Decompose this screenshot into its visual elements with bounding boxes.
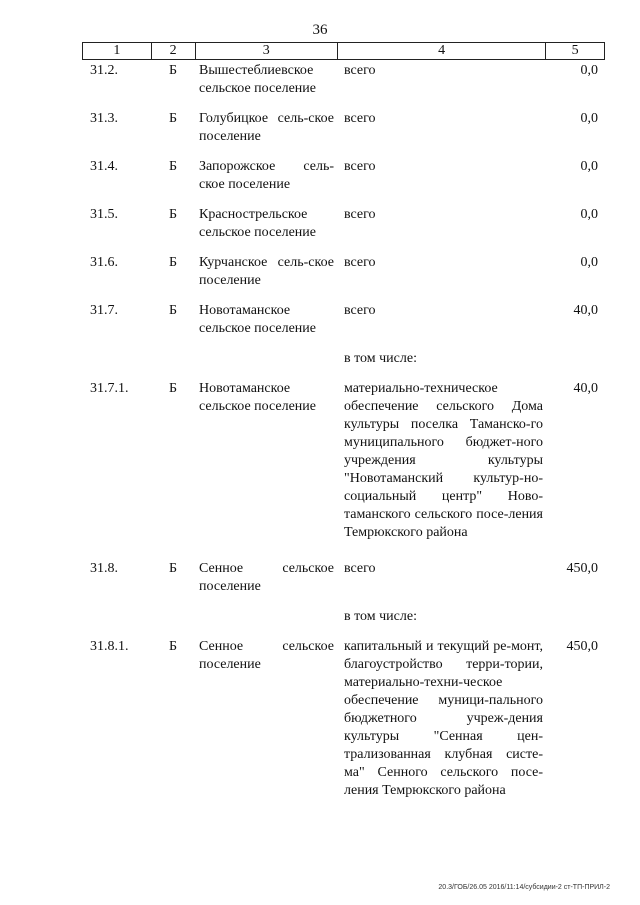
row-amount: 0,0 — [580, 159, 598, 174]
row-type — [151, 350, 195, 368]
row-amount: 40,0 — [573, 303, 598, 318]
row-settlement: Запорожское сель-ское поселение — [199, 159, 334, 192]
row-amount: 0,0 — [580, 111, 598, 126]
row-type: Б — [168, 303, 178, 318]
row-description: всего — [344, 63, 376, 78]
table-row — [82, 380, 605, 542]
row-type: Б — [168, 159, 178, 174]
row-number: 31.8.1. — [90, 639, 129, 654]
row-settlement: Сенное сельское поселение — [199, 561, 334, 594]
row-description: всего — [344, 111, 376, 126]
table-body — [82, 62, 605, 800]
row-number — [82, 350, 151, 368]
row-type: Б — [168, 561, 178, 576]
row-amount: 0,0 — [580, 207, 598, 222]
row-type: Б — [168, 63, 178, 78]
row-type: Б — [168, 207, 178, 222]
row-type: Б — [168, 639, 178, 654]
row-number: 31.6. — [90, 255, 118, 270]
table-row — [82, 62, 605, 98]
column-header-2: 2 — [152, 43, 196, 59]
row-description: всего — [344, 561, 376, 576]
row-number: 31.3. — [90, 111, 118, 126]
row-settlement — [195, 608, 338, 626]
row-settlement: Краснострельское сельское поселение — [199, 207, 316, 240]
row-amount: 450,0 — [566, 561, 598, 576]
table-row — [82, 158, 605, 194]
row-number: 31.5. — [90, 207, 118, 222]
row-amount: 0,0 — [580, 63, 598, 78]
row-type: Б — [168, 111, 178, 126]
page-number: 36 — [312, 22, 328, 38]
row-settlement: Новотаманское сельское поселение — [199, 381, 316, 414]
table-row — [82, 608, 605, 626]
row-description: всего — [344, 255, 376, 270]
row-type — [151, 608, 195, 626]
document-footer-code: 20.3/ГОБ/26.05 2016/11:14/субсидии-2 ст-ТП-ПРИЛ-2 — [438, 884, 610, 891]
row-number: 31.7.1. — [90, 381, 129, 396]
row-amount: 450,0 — [566, 639, 598, 654]
row-settlement: Вышестеблиевское сельское поселение — [199, 63, 316, 96]
table-row — [82, 638, 605, 800]
row-description: в том числе: — [344, 351, 417, 366]
row-description: капитальный и текущий ре-монт, благоустройство терри-тории, материально-техни-ческое обеспечение муници-пального бюджетного учреж-дения культуры "Сенная цен-трализованная клубная систе-ма" Сенного сельского посе-ления Темрюкского района — [344, 639, 543, 798]
row-description: в том числе: — [344, 609, 417, 624]
row-settlement: Голубицкое сель-ское поселение — [199, 111, 334, 144]
table-row — [82, 206, 605, 242]
row-number: 31.7. — [90, 303, 118, 318]
row-settlement: Сенное сельское поселение — [199, 639, 334, 672]
row-number: 31.2. — [90, 63, 118, 78]
row-settlement: Курчанское сель-ское поселение — [199, 255, 334, 288]
table-row — [82, 560, 605, 596]
row-amount: 0,0 — [580, 255, 598, 270]
row-description: всего — [344, 207, 376, 222]
table-row — [82, 350, 605, 368]
column-header-5: 5 — [571, 43, 579, 58]
row-type: Б — [168, 255, 178, 270]
row-settlement: Новотаманское сельское поселение — [199, 303, 316, 336]
table-header — [82, 42, 605, 60]
row-description: всего — [344, 303, 376, 318]
row-description: всего — [344, 159, 376, 174]
row-type: Б — [168, 381, 178, 396]
row-amount — [547, 608, 605, 626]
column-header-3: 3 — [196, 43, 338, 59]
row-number — [82, 608, 151, 626]
row-amount: 40,0 — [573, 381, 598, 396]
row-number: 31.8. — [90, 561, 118, 576]
table-row — [82, 254, 605, 290]
row-description: материально-техническое обеспечение сельского Дома культуры поселка Таманско-го муниципального бюджет-ного учреждения культуры "Новотаманский культур-но-социальный центр" Ново-таманского сельского посе-ления Темрюкского района — [344, 381, 543, 540]
row-settlement — [195, 350, 338, 368]
column-header-1: 1 — [83, 43, 152, 59]
row-amount — [547, 350, 605, 368]
row-number: 31.4. — [90, 159, 118, 174]
table-row — [82, 302, 605, 338]
column-header-4: 4 — [338, 43, 546, 59]
table-row — [82, 110, 605, 146]
